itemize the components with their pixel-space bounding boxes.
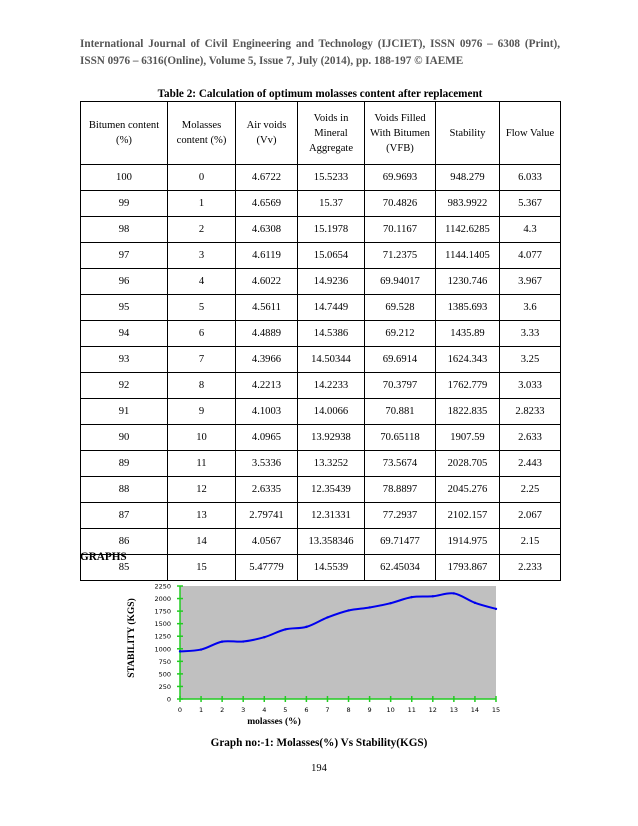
column-header-air-voids: Air voids (Vv) — [236, 102, 298, 165]
data-point — [474, 602, 476, 604]
column-header-stability: Stability — [436, 102, 500, 165]
cell-air-voids: 4.1003 — [236, 399, 298, 425]
cell-flow: 6.033 — [500, 165, 561, 191]
x-tick-label: 13 — [449, 706, 459, 714]
cell-air-voids: 4.6022 — [236, 269, 298, 295]
x-tick-label: 8 — [346, 706, 351, 714]
cell-vfb: 69.6914 — [365, 347, 436, 373]
cell-flow: 2.067 — [500, 503, 561, 529]
cell-air-voids: 2.6335 — [236, 477, 298, 503]
cell-flow: 3.033 — [500, 373, 561, 399]
cell-vfb: 70.881 — [365, 399, 436, 425]
cell-stability: 1907.59 — [436, 425, 500, 451]
table-row — [81, 555, 561, 581]
cell-molasses: 3 — [168, 243, 236, 269]
cell-molasses: 1 — [168, 191, 236, 217]
cell-vfb: 69.528 — [365, 295, 436, 321]
cell-vfb: 69.9693 — [365, 165, 436, 191]
cell-vma: 14.7449 — [298, 295, 365, 321]
cell-air-voids: 4.0567 — [236, 529, 298, 555]
x-tick-label: 5 — [283, 706, 288, 714]
cell-flow: 3.967 — [500, 269, 561, 295]
table-row — [81, 191, 561, 217]
y-tick-label: 1750 — [154, 607, 171, 616]
data-point — [179, 650, 181, 652]
cell-molasses: 13 — [168, 503, 236, 529]
y-axis-title: STABILITY (KGS) — [127, 598, 137, 678]
cell-vma: 12.31331 — [298, 503, 365, 529]
cell-vma: 12.35439 — [298, 477, 365, 503]
table-row — [81, 217, 561, 243]
cell-bitumen: 97 — [81, 243, 168, 269]
data-point — [368, 606, 370, 608]
table-row — [81, 503, 561, 529]
cell-vfb: 69.71477 — [365, 529, 436, 555]
table-row — [81, 451, 561, 477]
data-point — [326, 616, 328, 618]
cell-bitumen: 88 — [81, 477, 168, 503]
cell-air-voids: 4.5611 — [236, 295, 298, 321]
cell-bitumen: 92 — [81, 373, 168, 399]
cell-air-voids: 4.6569 — [236, 191, 298, 217]
column-header-flow: Flow Value — [500, 102, 561, 165]
cell-molasses: 9 — [168, 399, 236, 425]
cell-stability: 1762.779 — [436, 373, 500, 399]
data-point — [453, 592, 455, 594]
cell-stability: 1144.1405 — [436, 243, 500, 269]
table-header-row — [81, 102, 561, 165]
cell-flow: 2.633 — [500, 425, 561, 451]
x-tick-label: 12 — [428, 706, 437, 714]
section-heading: GRAPHS — [80, 551, 127, 563]
x-tick-label: 4 — [262, 706, 267, 714]
data-point — [263, 636, 265, 638]
cell-vfb: 69.212 — [365, 321, 436, 347]
data-point — [389, 602, 391, 604]
cell-stability: 1435.89 — [436, 321, 500, 347]
data-point — [221, 640, 223, 642]
cell-vma: 15.5233 — [298, 165, 365, 191]
cell-molasses: 11 — [168, 451, 236, 477]
data-point — [305, 626, 307, 628]
x-tick-label: 0 — [177, 706, 183, 714]
cell-molasses: 4 — [168, 269, 236, 295]
y-tick-label: 1500 — [154, 620, 171, 629]
cell-flow: 4.3 — [500, 217, 561, 243]
cell-stability: 2028.705 — [436, 451, 500, 477]
y-tick-label: 750 — [158, 657, 171, 666]
cell-bitumen: 99 — [81, 191, 168, 217]
cell-flow: 3.6 — [500, 295, 561, 321]
y-tick-label: 2000 — [154, 595, 171, 604]
cell-molasses: 10 — [168, 425, 236, 451]
cell-bitumen: 100 — [81, 165, 168, 191]
cell-stability: 1822.835 — [436, 399, 500, 425]
cell-bitumen: 94 — [81, 321, 168, 347]
cell-molasses: 15 — [168, 555, 236, 581]
table-row — [81, 373, 561, 399]
cell-bitumen: 86 — [81, 529, 168, 555]
cell-molasses: 5 — [168, 295, 236, 321]
cell-air-voids: 5.47779 — [236, 555, 298, 581]
cell-vfb: 73.5674 — [365, 451, 436, 477]
table-row — [81, 321, 561, 347]
cell-stability: 983.9922 — [436, 191, 500, 217]
data-point — [242, 640, 244, 642]
cell-bitumen: 85 — [81, 555, 168, 581]
column-header-bitumen: Bitumen content (%) — [81, 102, 168, 165]
cell-molasses: 12 — [168, 477, 236, 503]
column-header-vfb: Voids Filled With Bitumen (VFB) — [365, 102, 436, 165]
cell-flow: 2.443 — [500, 451, 561, 477]
cell-stability: 1914.975 — [436, 529, 500, 555]
data-point — [495, 608, 497, 610]
cell-air-voids: 4.6308 — [236, 217, 298, 243]
cell-vma: 14.9236 — [298, 269, 365, 295]
y-tick-label: 2250 — [154, 582, 171, 591]
x-tick-label: 11 — [407, 706, 416, 714]
y-tick-label: 1250 — [154, 632, 171, 641]
x-tick-label: 6 — [304, 706, 309, 714]
data-point — [411, 596, 413, 598]
cell-bitumen: 95 — [81, 295, 168, 321]
cell-bitumen: 98 — [81, 217, 168, 243]
y-tick-label: 0 — [166, 695, 171, 704]
x-tick-label: 1 — [198, 706, 204, 714]
y-tick-label: 250 — [158, 682, 171, 691]
cell-molasses: 0 — [168, 165, 236, 191]
x-tick-label: 15 — [491, 706, 501, 714]
table-row — [81, 269, 561, 295]
y-tick-label: 500 — [158, 670, 171, 679]
x-tick-label: 10 — [386, 706, 395, 714]
cell-flow: 2.25 — [500, 477, 561, 503]
cell-vfb: 70.65118 — [365, 425, 436, 451]
cell-flow: 4.077 — [500, 243, 561, 269]
cell-vfb: 70.3797 — [365, 373, 436, 399]
cell-molasses: 7 — [168, 347, 236, 373]
x-tick-label: 3 — [241, 706, 246, 714]
cell-flow: 2.233 — [500, 555, 561, 581]
graph-caption: Graph no:-1: Molasses(%) Vs Stability(KGS) — [210, 737, 428, 749]
cell-vma: 14.5539 — [298, 555, 365, 581]
cell-bitumen: 89 — [81, 451, 168, 477]
cell-bitumen: 96 — [81, 269, 168, 295]
column-header-vma: Voids in Mineral Aggregate — [298, 102, 365, 165]
table-row — [81, 425, 561, 451]
cell-vfb: 69.94017 — [365, 269, 436, 295]
cell-stability: 1385.693 — [436, 295, 500, 321]
table-body — [81, 165, 561, 581]
cell-vma: 14.0066 — [298, 399, 365, 425]
plot-area — [180, 586, 496, 699]
cell-air-voids: 4.3966 — [236, 347, 298, 373]
cell-vfb: 70.4826 — [365, 191, 436, 217]
cell-bitumen: 87 — [81, 503, 168, 529]
y-tick-label: 1000 — [154, 645, 171, 654]
cell-bitumen: 91 — [81, 399, 168, 425]
table-row — [81, 347, 561, 373]
journal-header: International Journal of Civil Engineering and Technology (IJCIET), ISSN 0976 – 6308 (Print), ISSN 0976 – 6316(Online), Volume 5, Issue 7, July (2014), pp. 188-197 © IAEME — [80, 38, 560, 67]
x-tick-label: 7 — [325, 706, 330, 714]
cell-vfb: 78.8897 — [365, 477, 436, 503]
cell-stability: 1230.746 — [436, 269, 500, 295]
cell-bitumen: 90 — [81, 425, 168, 451]
cell-vma: 15.0654 — [298, 243, 365, 269]
results-table — [80, 101, 561, 581]
cell-air-voids: 2.79741 — [236, 503, 298, 529]
cell-air-voids: 4.2213 — [236, 373, 298, 399]
table-row — [81, 477, 561, 503]
cell-stability: 1624.343 — [436, 347, 500, 373]
cell-vma: 14.50344 — [298, 347, 365, 373]
page-number: 194 — [311, 763, 327, 774]
data-point — [200, 648, 202, 650]
cell-vma: 13.3252 — [298, 451, 365, 477]
cell-vma: 14.2233 — [298, 373, 365, 399]
cell-flow: 2.8233 — [500, 399, 561, 425]
cell-flow: 2.15 — [500, 529, 561, 555]
cell-stability: 2045.276 — [436, 477, 500, 503]
cell-vfb: 62.45034 — [365, 555, 436, 581]
cell-flow: 3.33 — [500, 321, 561, 347]
cell-vma: 13.92938 — [298, 425, 365, 451]
table-title: Table 2: Calculation of optimum molasses content after replacement — [157, 88, 483, 100]
stability-line-chart — [120, 578, 506, 726]
cell-stability: 1142.6285 — [436, 217, 500, 243]
cell-vma: 15.1978 — [298, 217, 365, 243]
cell-vma: 15.37 — [298, 191, 365, 217]
cell-molasses: 8 — [168, 373, 236, 399]
table-row — [81, 165, 561, 191]
table-row — [81, 295, 561, 321]
cell-air-voids: 3.5336 — [236, 451, 298, 477]
x-axis-title: molasses (%) — [247, 717, 301, 726]
x-tick-label: 2 — [220, 706, 225, 714]
cell-flow: 5.367 — [500, 191, 561, 217]
cell-stability: 1793.867 — [436, 555, 500, 581]
cell-vfb: 70.1167 — [365, 217, 436, 243]
cell-molasses: 14 — [168, 529, 236, 555]
cell-air-voids: 4.6722 — [236, 165, 298, 191]
cell-stability: 2102.157 — [436, 503, 500, 529]
cell-bitumen: 93 — [81, 347, 168, 373]
cell-vfb: 77.2937 — [365, 503, 436, 529]
data-point — [284, 628, 286, 630]
cell-air-voids: 4.6119 — [236, 243, 298, 269]
data-point — [347, 609, 349, 611]
cell-molasses: 6 — [168, 321, 236, 347]
cell-air-voids: 4.4889 — [236, 321, 298, 347]
table-row — [81, 399, 561, 425]
x-tick-label: 9 — [367, 706, 372, 714]
column-header-molasses: Molasses content (%) — [168, 102, 236, 165]
cell-flow: 3.25 — [500, 347, 561, 373]
data-point — [432, 595, 434, 597]
cell-air-voids: 4.0965 — [236, 425, 298, 451]
cell-stability: 948.279 — [436, 165, 500, 191]
cell-vma: 14.5386 — [298, 321, 365, 347]
table-row — [81, 529, 561, 555]
table-row — [81, 243, 561, 269]
x-tick-label: 14 — [470, 706, 480, 714]
cell-molasses: 2 — [168, 217, 236, 243]
cell-vma: 13.358346 — [298, 529, 365, 555]
cell-vfb: 71.2375 — [365, 243, 436, 269]
